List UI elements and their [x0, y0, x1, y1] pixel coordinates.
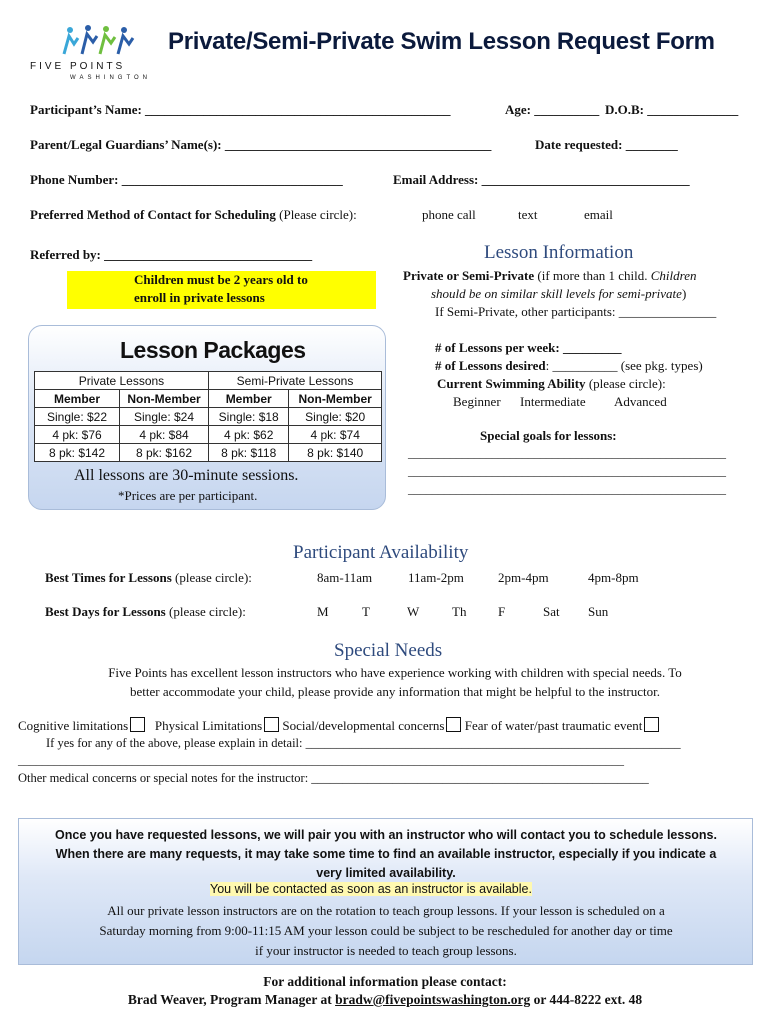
physical-checkbox[interactable] — [264, 717, 279, 732]
swimming-ability-line — [437, 376, 666, 392]
special-goals-label: Special goals for lessons: — [480, 428, 617, 443]
table-cell: Single: $18 — [209, 408, 289, 426]
swimming-ability-hint: (please circle): — [588, 376, 666, 391]
logo-text: FIVE POINTS — [30, 61, 126, 72]
table-cell: 8 pk: $142 — [35, 444, 120, 462]
scheduling-info-bold — [22, 826, 750, 883]
time-option[interactable]: 4pm-8pm — [588, 570, 639, 585]
ability-option-intermediate[interactable]: Intermediate — [520, 394, 586, 409]
table-cell: Single: $24 — [120, 408, 209, 426]
preferred-contact-row — [30, 207, 357, 223]
table-cell: Single: $22 — [35, 408, 120, 426]
email-field[interactable]: Email Address: ________________________________ — [393, 172, 690, 187]
table-row — [35, 426, 382, 444]
page-title: Private/Semi-Private Swim Lesson Request Form — [168, 28, 715, 55]
availability-heading: Participant Availability — [293, 542, 469, 563]
table-cell: 4 pk: $74 — [289, 426, 382, 444]
info-bold-line2: When there are many requests, it may take some time to find an available instructor, especially if you indicate a — [55, 847, 717, 861]
contact-name: Brad Weaver, Program Manager at — [127, 992, 336, 1007]
contact-heading: For additional information please contact: — [263, 974, 507, 989]
option-social-label: Social/developmental concerns — [282, 718, 445, 733]
table-cell: Single: $20 — [289, 408, 382, 426]
table-cell: 4 pk: $76 — [35, 426, 120, 444]
lesson-type-note: Children — [650, 268, 697, 283]
table-row — [35, 408, 382, 426]
best-days-hint: (please circle): — [169, 604, 246, 619]
info-bold-line1: Once you have requested lessons, we will pair you with an instructor who will contact you to schedule lessons. — [55, 828, 717, 842]
other-participants-field[interactable]: If Semi-Private, other participants: _______________ — [435, 304, 717, 319]
contact-phone: or 444-8222 ext. 48 — [530, 992, 643, 1007]
age-note-line2: enroll in private lessons — [134, 290, 265, 305]
contact-option-text[interactable]: text — [518, 207, 538, 222]
skill-level-note-end: ) — [681, 286, 687, 301]
table-row — [35, 444, 382, 462]
contact-highlight: You will be contacted as soon as an instructor is available. — [210, 882, 532, 896]
social-checkbox[interactable] — [446, 717, 461, 732]
contact-line — [0, 992, 770, 1008]
table-cell: 8 pk: $118 — [209, 444, 289, 462]
swimming-ability-label: Current Swimming Ability — [437, 376, 586, 391]
best-days-label: Best Days for Lessons — [45, 604, 166, 619]
logo-subtext: WASHINGTON — [70, 75, 152, 81]
goals-line-3[interactable]: _____________________________________________________ — [408, 482, 726, 496]
age-requirement-note — [67, 271, 376, 309]
referred-by-field[interactable]: Referred by: ________________________________ — [30, 247, 313, 262]
table-cell: 8 pk: $162 — [120, 444, 209, 462]
lesson-type-label: Private or Semi-Private — [403, 268, 535, 283]
table-column-header: Member — [209, 390, 289, 408]
special-needs-text-1: Five Points has excellent lesson instructors who have experience working with children with special needs. To — [108, 665, 682, 680]
preferred-contact-hint: (Please circle): — [279, 207, 357, 222]
pricing-table — [34, 371, 382, 462]
day-option[interactable]: Sat — [543, 604, 560, 619]
special-needs-text-2: better accommodate your child, please provide any information that might be helpful to the instructor. — [130, 684, 660, 699]
price-note: *Prices are per participant. — [118, 488, 258, 503]
age-field[interactable]: Age: __________ — [505, 102, 600, 117]
table-cell: 4 pk: $84 — [120, 426, 209, 444]
guardians-field[interactable]: Parent/Legal Guardians’ Name(s): _________________________________________ — [30, 137, 492, 152]
explain-field[interactable]: If yes for any of the above, please explain in detail: ____________________________________________________________ — [46, 736, 681, 750]
dob-field[interactable]: D.O.B: ______________ — [605, 102, 739, 117]
table-cell: 8 pk: $140 — [289, 444, 382, 462]
table-column-header: Non-Member — [120, 390, 209, 408]
preferred-contact-label: Preferred Method of Contact for Scheduling — [30, 207, 276, 222]
rotation-line3: if your instructor is needed to teach group lessons. — [255, 943, 517, 958]
day-option[interactable]: Sun — [588, 604, 609, 619]
skill-level-note: should be on similar skill levels for semi-private — [431, 286, 682, 301]
ability-option-advanced[interactable]: Advanced — [614, 394, 667, 409]
ability-option-beginner[interactable]: Beginner — [453, 394, 501, 409]
fear-of-water-checkbox[interactable] — [644, 717, 659, 732]
other-medical-field[interactable]: Other medical concerns or special notes for the instructor: ______________________________________________________ — [18, 771, 649, 785]
phone-field[interactable]: Phone Number: __________________________________ — [30, 172, 343, 187]
day-option[interactable]: M — [317, 604, 329, 619]
rotation-line1: All our private lesson instructors are on the rotation to teach group lessons. If your lesson is scheduled on a — [107, 903, 665, 918]
rotation-note — [22, 901, 750, 961]
five-points-logo-figures-icon — [62, 24, 142, 56]
lesson-type-line2 — [431, 286, 686, 302]
lessons-desired-blank: : __________ (see pkg. types) — [545, 358, 703, 373]
info-bold-line3: very limited availability. — [316, 866, 456, 880]
time-option[interactable]: 11am-2pm — [408, 570, 464, 585]
goals-line-1[interactable]: _____________________________________________________ — [408, 446, 726, 460]
option-physical-label: Physical Limitations — [154, 718, 263, 733]
lesson-packages-title: Lesson Packages — [120, 337, 306, 363]
explain-line-2[interactable]: _____________________________________________________________________________________________________ — [18, 753, 624, 767]
day-option[interactable]: F — [498, 604, 506, 619]
best-times-label: Best Times for Lessons — [45, 570, 172, 585]
cognitive-checkbox[interactable] — [130, 717, 145, 732]
option-fear-label: Fear of water/past traumatic event — [464, 718, 643, 733]
best-days-row — [45, 604, 246, 620]
contact-option-email[interactable]: email — [584, 207, 613, 222]
age-note-line1: Children must be 2 years old to — [134, 272, 308, 287]
day-option[interactable]: T — [362, 604, 370, 619]
time-option[interactable]: 2pm-4pm — [498, 570, 549, 585]
lessons-per-week-field[interactable]: # of Lessons per week: _________ — [435, 340, 622, 355]
time-option[interactable]: 8am-11am — [317, 570, 373, 585]
lesson-type-hint: (if more than 1 child. — [537, 268, 648, 283]
day-option[interactable]: Th — [452, 604, 467, 619]
goals-line-2[interactable]: _____________________________________________________ — [408, 464, 726, 478]
participant-name-field[interactable]: Participant’s Name: _______________________________________________ — [30, 102, 451, 117]
table-group-header: Private Lessons — [35, 372, 209, 390]
best-times-hint: (please circle): — [175, 570, 252, 585]
special-needs-heading: Special Needs — [334, 640, 443, 661]
table-column-header: Member — [35, 390, 120, 408]
day-option[interactable]: W — [407, 604, 420, 619]
lesson-type-line — [403, 268, 697, 284]
contact-email-link[interactable]: bradw@fivepointswashington.org — [335, 992, 531, 1007]
lessons-desired-label: # of Lessons desired — [435, 358, 546, 373]
lessons-desired-field[interactable] — [435, 358, 703, 374]
rotation-line2: Saturday morning from 9:00-11:15 AM your lesson could be subject to be rescheduled for another day or time — [99, 923, 673, 938]
contact-option-phone[interactable]: phone call — [422, 207, 476, 222]
table-group-header: Semi-Private Lessons — [209, 372, 382, 390]
table-column-header: Non-Member — [289, 390, 382, 408]
option-cognitive-label: Cognitive limitations — [18, 718, 129, 733]
special-needs-options — [18, 717, 659, 734]
session-length-note: All lessons are 30-minute sessions. — [74, 467, 299, 484]
date-requested-field[interactable]: Date requested: ________ — [535, 137, 678, 152]
lesson-information-heading: Lesson Information — [484, 242, 634, 263]
best-times-row — [45, 570, 252, 586]
table-cell: 4 pk: $62 — [209, 426, 289, 444]
